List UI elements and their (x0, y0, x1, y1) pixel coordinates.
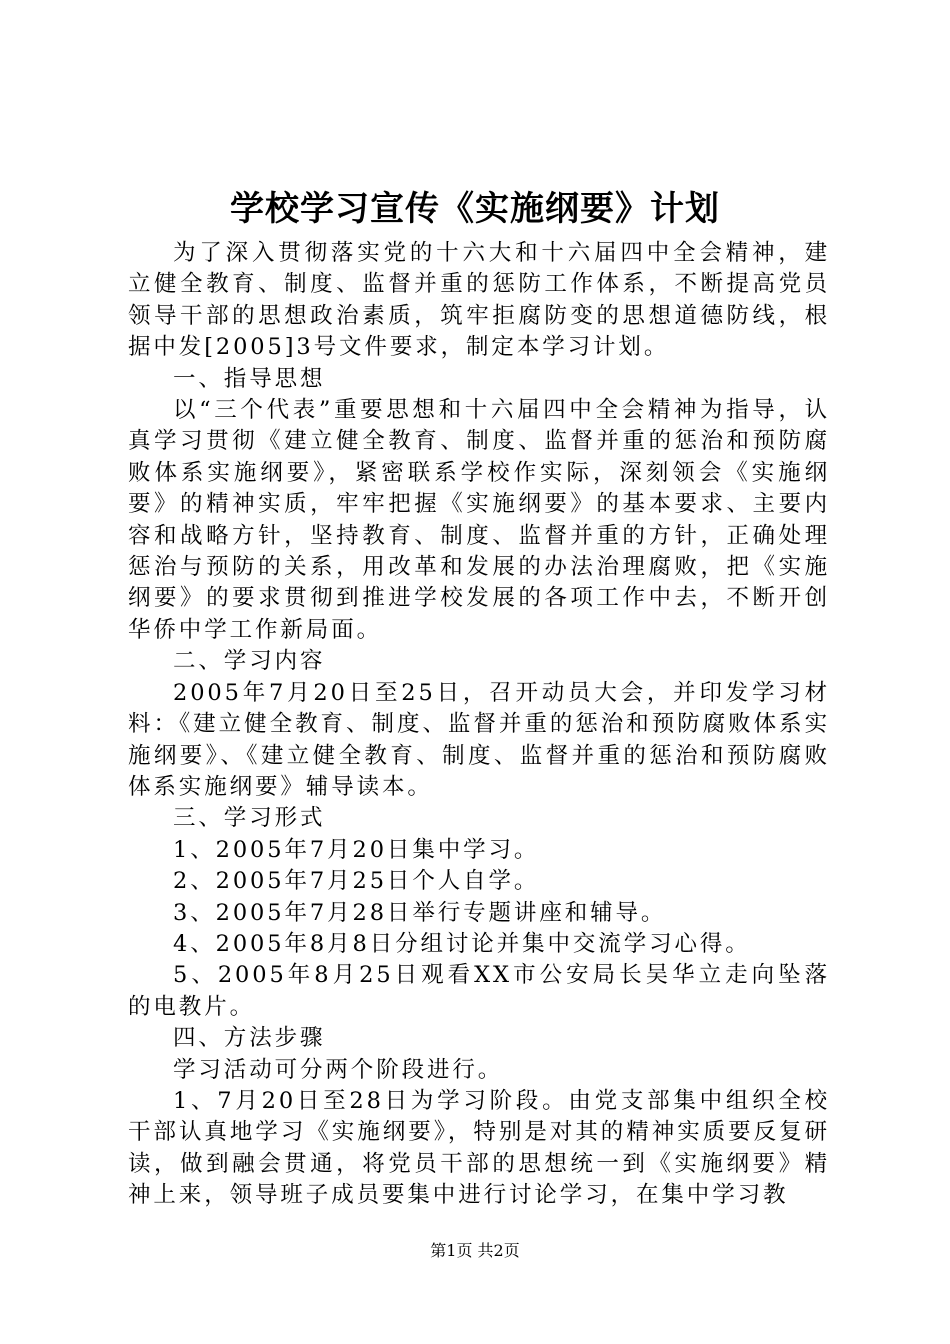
section-heading-study-content: 二、学习内容 (173, 648, 326, 675)
list-item-method-step-1: 1、7月20日至28日为学习阶段。由党支部集中组织全校干部认真地学习《实施纲要》，特别是对其的精神实质要反复研读，做到融会贯通，将党员干部的思想统一到《实施纲要》精神上来，领导班子成员要集中进行讨论学习，在集中学习教 (128, 1087, 830, 1209)
document-body (128, 238, 830, 1212)
page-number-footer: 第1页 共2页 (430, 1241, 520, 1260)
section-heading-method-steps: 四、方法步骤 (173, 1025, 326, 1052)
paragraph-intro: 为了深入贯彻落实党的十六大和十六届四中全会精神，建立健全教育、制度、监督并重的惩防工作体系，不断提高党员领导干部的思想政治素质，筑牢拒腐防变的思想道德防线，根据中发[2005]3号文件要求，制定本学习计划。 (128, 240, 830, 361)
section-heading-study-form: 三、学习形式 (173, 805, 326, 832)
list-item-study-form-5: 5、2005年8月25日观看XX市公安局长吴华立走向坠落的电教片。 (128, 962, 830, 1020)
paragraph-guiding-thought: 以“三个代表”重要思想和十六届四中全会精神为指导，认真学习贯彻《建立健全教育、制度、监督并重的惩治和预防腐败体系实施纲要》，紧密联系学校作实际，深刻领会《实施纲要》的精神实质，牢牢把握《实施纲要》的基本要求、主要内容和战略方针，坚持教育、制度、监督并重的方针，正确处理惩治与预防的关系，用改革和发展的办法治理腐败，把《实施纲要》的要求贯彻到推进学校发展的各项工作中去，不断开创华侨中学工作新局面。 (128, 397, 830, 643)
paragraph-study-content: 2005年7月20日至25日，召开动员大会，并印发学习材料：《建立健全教育、制度、监督并重的惩治和预防腐败体系实施纲要》、《建立健全教育、制度、监督并重的惩治和预防腐败体系实施纲要》辅导读本。 (128, 679, 830, 800)
list-item-study-form-4: 4、2005年8月8日分组讨论并集中交流学习心得。 (173, 930, 751, 957)
list-item-study-form-1: 1、2005年7月20日集中学习。 (173, 836, 540, 863)
document-title: 学校学习宣传《实施纲要》计划 (230, 189, 720, 229)
list-item-study-form-2: 2、2005年7月25日个人自学。 (173, 868, 540, 895)
paragraph-method-steps-intro: 学习活动可分两个阶段进行。 (173, 1056, 504, 1083)
section-heading-guiding-thought: 一、指导思想 (173, 365, 326, 392)
list-item-study-form-3: 3、2005年7月28日举行专题讲座和辅导。 (173, 899, 667, 926)
